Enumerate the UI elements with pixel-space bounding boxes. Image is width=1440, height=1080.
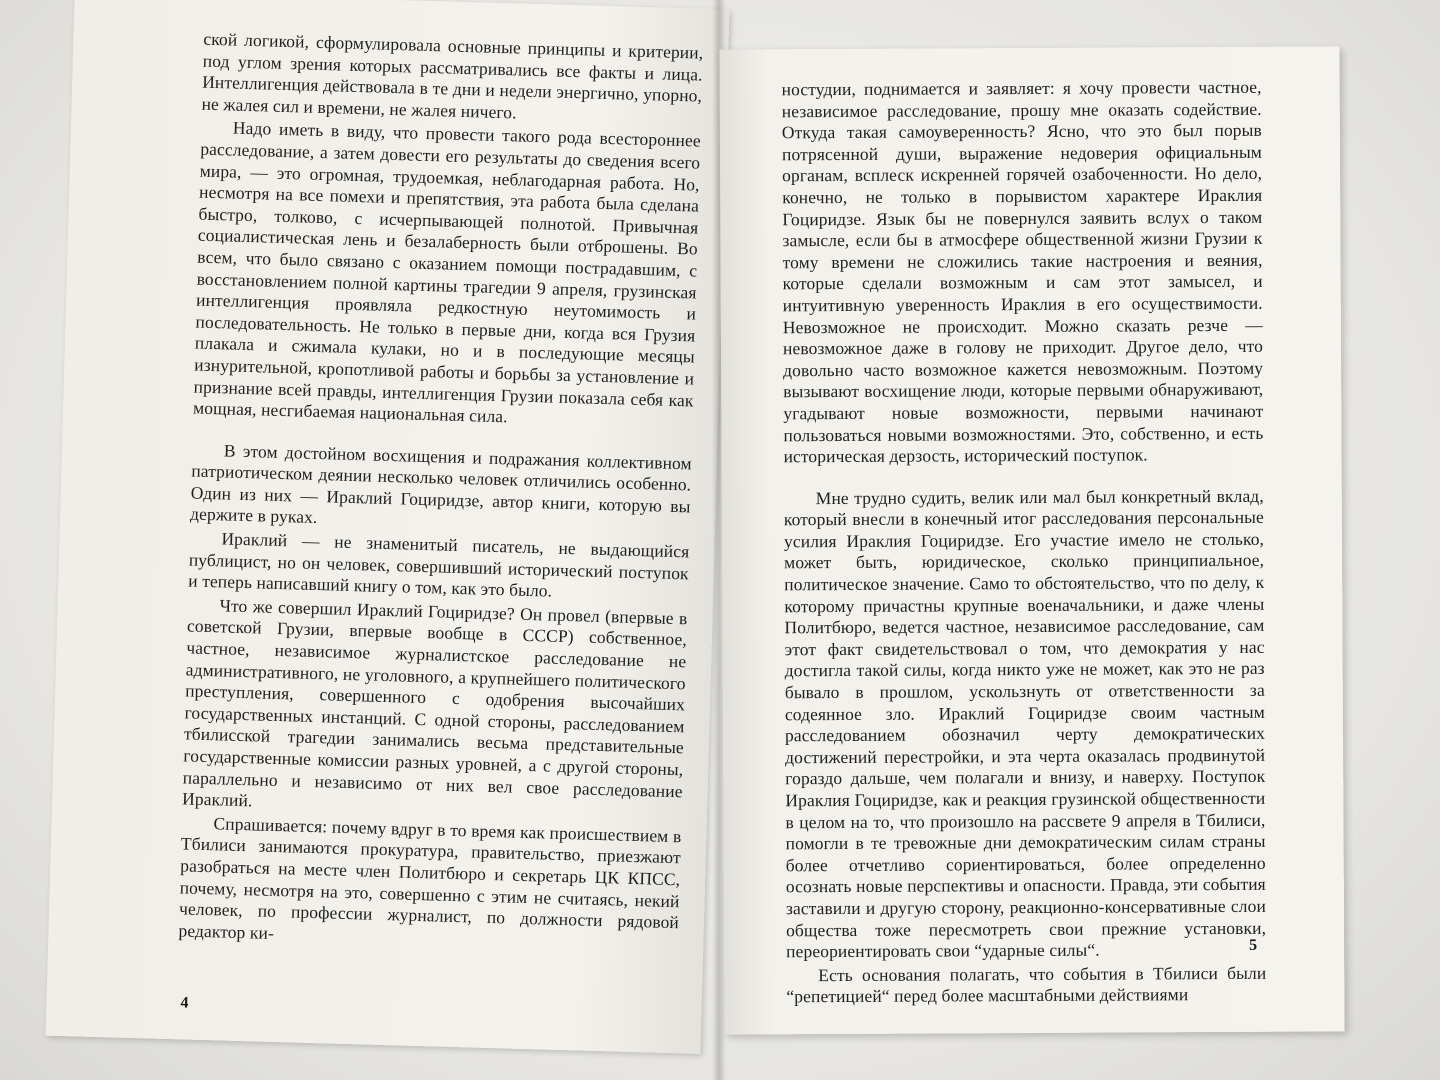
paragraph: Что же совершил Ираклий Гоциридзе? Он провел (впервые в советской Грузии, впервые вообще в СССР) собственное, частное, независимое журналистское расследование не административного, не уголовного, а крупнейшего политического преступления, совершенного с одобрения высочайших государственных инстанций. С одной стороны, расследованием тбилисской трагедии занимались весьма представительные государственные комиссии разных уровней, а с другой стороны, параллельно и независимо от них вел свое расследование Ираклий. [181, 595, 688, 811]
paragraph: Надо иметь в виду, что провести такого рода всестороннее расследование, а затем довести его результаты до сведения всего мира, — это огромная, трудоемкая, неблагодарная работа. Но, несмотря на все помехи и препятствия, эта работа была сделана быстро, толково, с исчерпывающей полнотой. Привычная социалистическая лень и безалаберность были отброшены. Во всем, что было связано с оказанием помощи пострадавшим, с восстановлением полной картины трагедии 9 апреля, грузинская интеллигенция проявляла редкостную неутомимость и последовательность. Не только в первые дни, когда вся Грузия плакала и сжимала кулаки, но и в последующие месяцы изнурительной, кропотливой работы и борьбы за установление и признание всей правды, интеллигенция Грузии показала себя как мощная, несгибаемая национальная сила. [192, 117, 702, 427]
paragraph: ностудии, поднимается и заявляет: я хочу провести частное, независимое расследование, прошу мне оказать содействие. Откуда такая самоуверенность? Ясно, что это был порыв потрясенной души, выражение недоверия официальным органам, всплеск искренней горячей озабоченности. Но дело, конечно, не только в порывистом характере Ираклия Гоциридзе. Язык бы не повернулся заявить вслух о таком замысле, если бы в атмосфере общественной жизни Грузии к тому времени не сложились такие настроения и веяния, которые сделали возможным и сам этот замысел, и интуитивную уверенность Ираклия в его осуществимости. Невозможное не происходит. Можно сказать резче — невозможное даже в голову не приходит. Другое дело, что довольно часто возможное кажется невозможным. Поэтому вызывают восхищение люди, которые первыми обнаруживают, угадывают новые возможности, первыми начинают пользоваться новыми возможностями. Это, собственно, и есть историческая дерзость, исторический поступок. [781, 76, 1264, 467]
paragraph: Мне трудно судить, велик или мал был конкретный вклад, который внесли в конечный итог расследования персональные усилия Ираклия Гоциридзе. Его участие имело не столько, может быть, юридическое, сколько принципиальное, политическое значение. Само то обстоятельство, что по делу, к которому причастны крупные военачальники, и даже члены Политбюро, ведется частное, независимое расследование, сам этот факт свидетельствовал о том, что демократия у нас достигла такой силы, когда никто уже не может, как это не раз бывало в прошлом, ускользнуть от ответственности за содеянное зло. Ираклий Гоциридзе своим частным расследованием обозначил черту демократических достижений перестройки, и эта черта оказалась продвинутой гораздо дальше, чем полагали и внизу, и наверху. Поступок Ираклия Гоциридзе, как и реакция грузинской общественности в целом на то, что произошло на рассвете 9 апреля в Тбилиси, помогли в те тревожные дни демократическим силам страны более отчетливо сориентироваться, более определенно осознать новые перспективы и опасности. Правда, эти события заставили и другую сторону, реакционно-консервативные слои общества тоже пересмотреть свои прежние установки, переориентировать свои “ударные силы“. [783, 485, 1267, 962]
right-page [719, 46, 1344, 1034]
left-page-text [178, 29, 703, 958]
paragraph: В этом достойном восхищения и подражания коллективном патриотическом деянии несколько человек отличились особенно. Один из них — Ираклий Гоциридзе, автор книги, которую вы держите в руках. [189, 440, 693, 528]
paragraph: Есть основания полагать, что события в Тбилиси были “репетицией“ перед более масштабными действиями [786, 962, 1267, 1007]
paragraph: Спрашивается: почему вдруг в то время как происшествием в Тбилиси занимаются прокуратура, правительство, приезжают разобраться на месте член Политбюро и секретарь ЦК КПСС, почему, несмотря на это, совершенно с этим не считаясь, некий человек, по профессии журналист, по должности рядовой редактор ки- [178, 813, 682, 943]
page-number: 5 [1249, 936, 1258, 954]
page-number: 4 [180, 994, 189, 1012]
paragraph: Ираклий — не знаменитый писатель, не выдающийся публицист, но он человек, совершивший исторический поступок и теперь написавший книгу о том, как это было. [188, 528, 690, 601]
left-page [46, 0, 730, 1054]
right-page-text [782, 77, 1267, 1010]
paragraph: ской логикой, сформулировала основные принципы и критерии, под углом зрения которых рассматривались все факты и лица. Интеллигенция действовала в те дни и недели энергично, упорно, не жалея сил и времени, не жалея ничего. [201, 28, 704, 123]
